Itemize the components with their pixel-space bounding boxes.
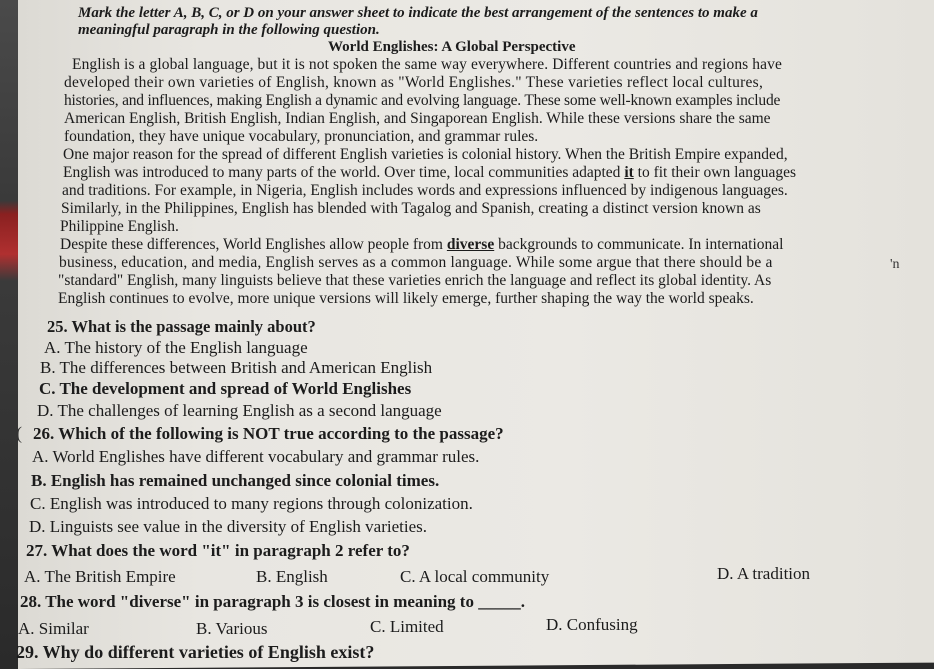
paragraph-1-line-2: developed their own varieties of English, known as "World Englishes." These varieties reflect local cultures, [64, 74, 764, 91]
paragraph-3-line-2: business, education, and media, English serves as a common language. While some argue that there should be a [59, 254, 773, 271]
paragraph-3-line-4: English continues to evolve, more unique versions will likely emerge, further shaping the way the world speaks. [58, 290, 754, 307]
question-28-stem: 28. The word "diverse" in paragraph 3 is closest in meaning to _____. [20, 592, 525, 611]
paragraph-1-line-3: histories, and influences, making English a dynamic and evolving language. These some well-known examples include [64, 92, 781, 109]
text-segment: English was introduced to many parts of the world. Over time, local communities adapted [63, 164, 625, 181]
paragraph-1-line-1: English is a global language, but it is not spoken the same way everywhere. Different countries and regions have [72, 56, 782, 73]
question-26-stem: 26. Which of the following is NOT true according to the passage? [33, 424, 504, 443]
paragraph-1-line-4: American English, British English, Indian English, and Singaporean English. While these versions share the same [64, 110, 771, 127]
paragraph-2-line-4: Similarly, in the Philippines, English has blended with Tagalog and Spanish, creating a distinct version known as [61, 200, 761, 217]
text-segment: to fit their own languages [633, 164, 797, 181]
question-26-option-a[interactable]: A. World Englishes have different vocabulary and grammar rules. [32, 447, 480, 466]
instruction-line-1: Mark the letter A, B, C, or D on your answer sheet to indicate the best arrangement of the sentences to make a [78, 5, 758, 21]
question-26-option-b[interactable]: B. English has remained unchanged since colonial times. [31, 471, 440, 490]
paragraph-2-line-5: Philippine English. [60, 218, 179, 235]
question-25-stem: 25. What is the passage mainly about? [47, 317, 316, 336]
word-it: it [624, 164, 634, 181]
passage-title: World Englishes: A Global Perspective [328, 39, 576, 55]
margin-mark: 'n [890, 257, 900, 272]
question-27-stem: 27. What does the word "it" in paragraph 2 refer to? [26, 541, 410, 560]
text-segment: backgrounds to communicate. In international [494, 236, 784, 253]
instruction-line-2: meaningful paragraph in the following question. [78, 22, 380, 38]
paragraph-2-line-3: and traditions. For example, in Nigeria, English includes words and expressions influenced by indigenous languages. [62, 182, 788, 199]
question-25-option-d[interactable]: D. The challenges of learning English as a second language [37, 401, 442, 420]
question-28-option-c[interactable]: C. Limited [370, 617, 444, 636]
question-26-option-d[interactable]: D. Linguists see value in the diversity of English varieties. [29, 517, 428, 536]
question-29-stem: 29. Why do different varieties of English exist? [16, 642, 375, 662]
question-28-option-b[interactable]: B. Various [196, 619, 268, 638]
paragraph-2-line-2 [63, 164, 796, 182]
question-25-option-c[interactable]: C. The development and spread of World Englishes [39, 379, 412, 398]
paragraph-3-line-3: "standard" English, many linguists believe that these varieties enrich the language and reflect its global identity. As [58, 272, 772, 289]
question-26-option-c[interactable]: C. English was introduced to many regions through colonization. [30, 494, 473, 513]
question-27-option-d[interactable]: D. A tradition [717, 564, 811, 583]
margin-paren: ( [16, 423, 22, 443]
paragraph-3-line-1 [60, 236, 783, 254]
paragraph-1-line-5: foundation, they have unique vocabulary, pronunciation, and grammar rules. [64, 128, 539, 145]
question-27-option-a[interactable]: A. The British Empire [24, 567, 176, 586]
word-diverse: diverse [446, 236, 495, 253]
question-28-option-a[interactable]: A. Similar [18, 619, 89, 638]
question-25-option-a[interactable]: A. The history of the English language [44, 338, 308, 357]
question-25-option-b[interactable]: B. The differences between British and American English [40, 358, 433, 377]
paragraph-2-line-1: One major reason for the spread of different English varieties is colonial history. When the British Empire expanded, [63, 146, 788, 163]
question-27-option-b[interactable]: B. English [256, 567, 328, 586]
question-28-option-d[interactable]: D. Confusing [546, 615, 638, 634]
question-27-option-c[interactable]: C. A local community [400, 567, 550, 586]
text-segment: Despite these differences, World Englishes allow people from [60, 236, 447, 253]
